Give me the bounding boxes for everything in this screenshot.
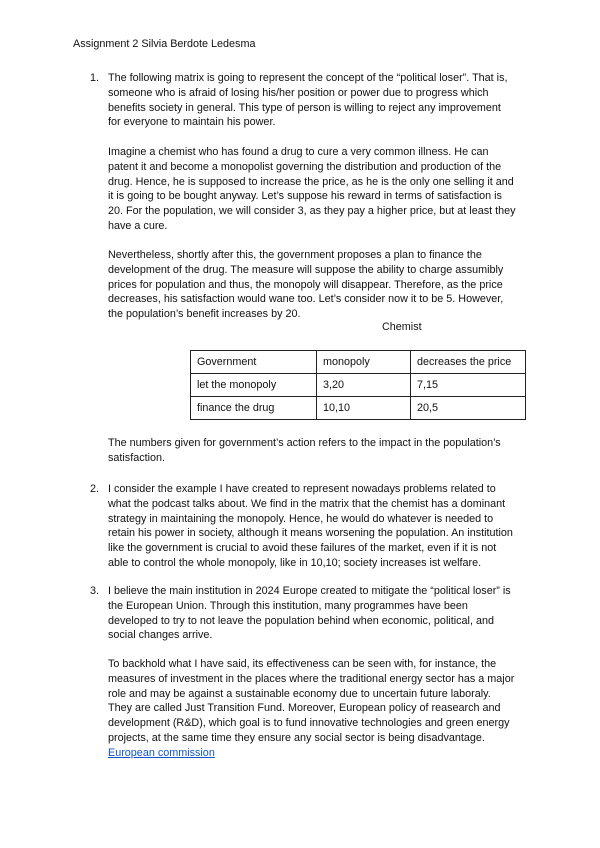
text-line: The following matrix is going to represent the concept of the “political loser”. That is,: [108, 72, 508, 84]
text-line: development of the drug. The measure will suppose the ability to charge assumibly: [108, 263, 504, 276]
text-line: development (R&D), which goal is to fund innovative technologies and green energy: [108, 717, 510, 729]
text-line: like the government is crucial to avoid these failures of the market, even if it is not: [108, 542, 497, 554]
list-number: 3.: [90, 585, 100, 597]
text-line: someone who is afraid of losing his/her position or power due to progress which: [108, 86, 489, 99]
table-cell: 7,15: [411, 374, 526, 397]
table-cell: finance the drug: [191, 397, 317, 420]
table-row: [191, 397, 526, 420]
text-line: strategy in maintaining the monopoly. Hence, he would do whatever is needed to: [108, 512, 494, 525]
text-line: the population’s benefit increases by 20.: [108, 308, 301, 320]
table-row: [191, 351, 526, 374]
list-number: 2.: [90, 483, 100, 495]
text-line: projects, at the same time they ensure any social sector is being disadvantage.: [108, 731, 485, 744]
text-line: To backhold what I have said, its effectiveness can be seen with, for instance, the: [108, 658, 497, 670]
table-cell: decreases the price: [411, 351, 526, 374]
text-line: benefits society in general. This type of person is willing to reject any improvement: [108, 101, 501, 114]
table-cell: 20,5: [411, 397, 526, 420]
text-line: The numbers given for government’s action refers to the impact in the population’s: [108, 437, 501, 449]
text-line: drug. Hence, he is supposed to increase the price, as he is the only one selling it and: [108, 175, 514, 188]
text-line: I consider the example I have created to represent nowadays problems related to: [108, 483, 496, 495]
paragraph: [108, 584, 538, 643]
text-line: retain his power in society, although it means worsening the population. An institution: [108, 527, 513, 540]
table-cell: 10,10: [317, 397, 411, 420]
paragraph: [108, 248, 538, 322]
table-cell: let the monopoly: [191, 374, 317, 397]
table-cell: 3,20: [317, 374, 411, 397]
text-line: role and may be against a sustainable economy due to uncertain future laboraly.: [108, 687, 491, 700]
text-line: for everyone to maintain his power.: [108, 116, 276, 129]
text-line: measures of investment in the places where the traditional energy sector has a major: [108, 672, 515, 685]
text-line: have a cure.: [108, 219, 168, 232]
text-line: Nevertheless, shortly after this, the government proposes a plan to finance the: [108, 249, 482, 261]
paragraph: [108, 657, 538, 760]
text-line: decreases, his satisfaction would wane too. Let’s consider now it to be 5. However,: [108, 293, 504, 306]
text-line: it is going to be bought anyway. Let’s suppose his reward in terms of satisfaction is: [108, 190, 502, 203]
european-commission-link[interactable]: European commission: [108, 746, 215, 759]
payoff-matrix: [190, 350, 526, 420]
text-line: Imagine a chemist who has found a drug to cure a very common illness. He can: [108, 146, 489, 158]
text-line: developed to try to not leave the population behind when economic, political, and: [108, 614, 494, 627]
text-line: They are called Just Transition Fund. Moreover, European policy of reasearch and: [108, 702, 501, 715]
paragraph: [108, 145, 538, 234]
text-line: satisfaction.: [108, 451, 166, 464]
text-line: what the podcast talks about. We find in the matrix that the chemist has a dominant: [108, 497, 506, 510]
text-line: social changes arrive.: [108, 629, 213, 642]
matrix-note: [108, 436, 538, 466]
list-number: 1.: [90, 72, 100, 84]
table-row: [191, 374, 526, 397]
text-line: prices for population and thus, the monopoly will disappear. Therefore, as the price: [108, 278, 503, 291]
matrix-column-player: Chemist: [382, 321, 422, 333]
table-cell: monopoly: [317, 351, 411, 374]
table-cell: Government: [191, 351, 317, 374]
text-line: able to control the whole monopoly, like in 10,10; society increases ist welfare.: [108, 556, 482, 569]
document-header: Assignment 2 Silvia Berdote Ledesma: [73, 38, 256, 50]
text-line: the European Union. Through this institution, many programmes have been: [108, 599, 468, 612]
text-line: 20. For the population, we will consider 3, as they pay a higher price, but at least they: [108, 205, 516, 217]
paragraph: [108, 482, 538, 571]
text-line: I believe the main institution in 2024 Europe created to mitigate the “political loser” is: [108, 585, 511, 597]
paragraph: [108, 71, 538, 130]
text-line: patent it and become a monopolist governing the distribution and production of the: [108, 160, 502, 173]
